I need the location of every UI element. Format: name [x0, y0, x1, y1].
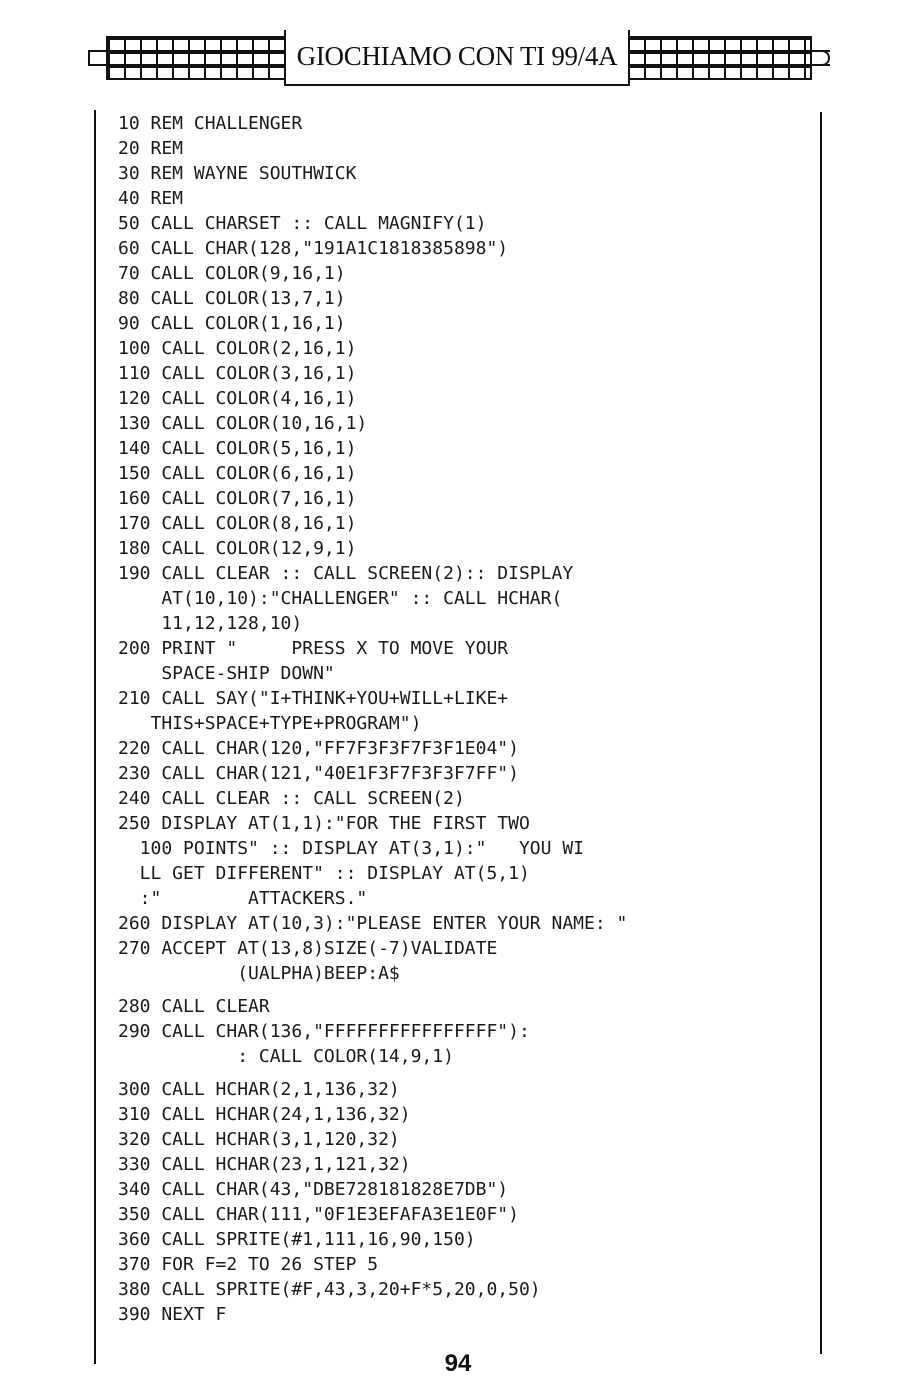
code-line: 110 CALL COLOR(3,16,1) [118, 363, 357, 384]
code-line: 340 CALL CHAR(43,"DBE728181828E7DB") [118, 1179, 509, 1200]
code-line: 390 NEXT F [118, 1304, 227, 1325]
code-line: 30 REM WAYNE SOUTHWICK [118, 163, 357, 184]
code-line: 40 REM [118, 188, 184, 209]
code-line: THIS+SPACE+TYPE+PROGRAM") [118, 713, 422, 734]
code-line: 250 DISPLAY AT(1,1):"FOR THE FIRST TWO [118, 813, 530, 834]
code-line: 210 CALL SAY("I+THINK+YOU+WILL+LIKE+ [118, 688, 509, 709]
code-line: 320 CALL HCHAR(3,1,120,32) [118, 1129, 400, 1150]
basic-program-listing [118, 111, 808, 1327]
code-line: SPACE-SHIP DOWN" [118, 663, 335, 684]
code-line: 90 CALL COLOR(1,16,1) [118, 313, 346, 334]
code-line: 120 CALL COLOR(4,16,1) [118, 388, 357, 409]
code-line: 380 CALL SPRITE(#F,43,3,20+F*5,20,0,50) [118, 1279, 541, 1300]
code-line: 50 CALL CHARSET :: CALL MAGNIFY(1) [118, 213, 487, 234]
code-line: 290 CALL CHAR(136,"FFFFFFFFFFFFFFFF"): [118, 1021, 530, 1042]
code-line: : CALL COLOR(14,9,1) [118, 1046, 454, 1067]
code-line: 100 POINTS" :: DISPLAY AT(3,1):" YOU WI [118, 838, 584, 859]
listing-left-rule [94, 110, 96, 1364]
code-line: 140 CALL COLOR(5,16,1) [118, 438, 357, 459]
code-line: 180 CALL COLOR(12,9,1) [118, 538, 357, 559]
header-grid-right [626, 36, 812, 80]
code-line: 220 CALL CHAR(120,"FF7F3F3F7F3F1E04") [118, 738, 519, 759]
code-line: 190 CALL CLEAR :: CALL SCREEN(2):: DISPLAY [118, 563, 574, 584]
page-header [88, 30, 830, 86]
code-line: 10 REM CHALLENGER [118, 113, 303, 134]
listing-right-rule [820, 112, 822, 1354]
header-grid-left [106, 36, 288, 80]
header-title: GIOCHIAMO CON TI 99/4A [284, 30, 630, 86]
code-line: 170 CALL COLOR(8,16,1) [118, 513, 357, 534]
code-line: 230 CALL CHAR(121,"40E1F3F7F3F3F7FF") [118, 763, 519, 784]
page-number: 94 [444, 1350, 472, 1377]
code-line: :" ATTACKERS." [118, 888, 368, 909]
code-line: 160 CALL COLOR(7,16,1) [118, 488, 357, 509]
code-line: 300 CALL HCHAR(2,1,136,32) [118, 1079, 400, 1100]
code-line: 60 CALL CHAR(128,"191A1C1818385898") [118, 238, 509, 259]
code-line: 70 CALL COLOR(9,16,1) [118, 263, 346, 284]
code-line: 260 DISPLAY AT(10,3):"PLEASE ENTER YOUR NAME: " [118, 913, 628, 934]
code-line: 11,12,128,10) [118, 613, 303, 634]
header-cap-left [88, 50, 106, 66]
code-line: 150 CALL COLOR(6,16,1) [118, 463, 357, 484]
header-cap-right [812, 50, 830, 66]
code-line: 310 CALL HCHAR(24,1,136,32) [118, 1104, 411, 1125]
code-line: 360 CALL SPRITE(#1,111,16,90,150) [118, 1229, 476, 1250]
code-line: LL GET DIFFERENT" :: DISPLAY AT(5,1) [118, 863, 530, 884]
code-line: 20 REM [118, 138, 184, 159]
code-line: 330 CALL HCHAR(23,1,121,32) [118, 1154, 411, 1175]
code-line: 200 PRINT " PRESS X TO MOVE YOUR [118, 638, 509, 659]
code-line: 80 CALL COLOR(13,7,1) [118, 288, 346, 309]
code-line: AT(10,10):"CHALLENGER" :: CALL HCHAR( [118, 588, 563, 609]
code-line: (UALPHA)BEEP:A$ [118, 963, 400, 984]
code-line: 240 CALL CLEAR :: CALL SCREEN(2) [118, 788, 465, 809]
code-line: 370 FOR F=2 TO 26 STEP 5 [118, 1254, 379, 1275]
code-line: 130 CALL COLOR(10,16,1) [118, 413, 368, 434]
code-line: 280 CALL CLEAR [118, 996, 270, 1017]
code-line: 100 CALL COLOR(2,16,1) [118, 338, 357, 359]
code-line: 270 ACCEPT AT(13,8)SIZE(-7)VALIDATE [118, 938, 498, 959]
code-line: 350 CALL CHAR(111,"0F1E3EFAFA3E1E0F") [118, 1204, 519, 1225]
